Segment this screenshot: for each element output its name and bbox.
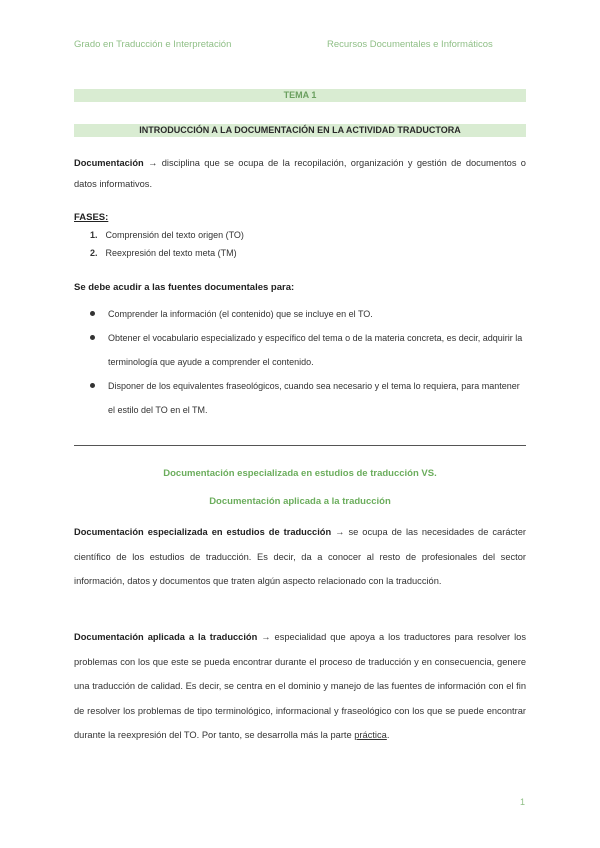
aplicada-paragraph: [74, 625, 526, 748]
definition-text: disciplina que se ocupa de la recopilación, organización y gestión de documentos o datos informativos.: [74, 158, 526, 189]
arrow: →: [257, 632, 275, 642]
definition-term: Documentación →: [74, 158, 158, 168]
definition-paragraph: [74, 153, 526, 195]
fase-text: Reexpresión del texto meta (TM): [105, 248, 237, 258]
especializada-term: Documentación especializada en estudios de traducción: [74, 527, 332, 537]
fase-number: 2.: [90, 248, 98, 258]
especializada-text: se ocupa de las necesidades de carácter científico de los estudios de traducción. Es decir, da a conocer al resto de profesionales del sector información, datos y documentos que traten algún aspecto relacionado con la traducción.: [74, 527, 526, 586]
fuentes-item: Comprender la información (el contenido) que se incluye en el TO.: [108, 309, 373, 319]
header-course-title: Grado en Traducción e Interpretación: [74, 39, 232, 50]
aplicada-end: .: [386, 730, 390, 740]
comparison-heading-2: Documentación aplicada a la traducción: [209, 496, 391, 507]
tema-banner: [74, 89, 526, 102]
fase-item: [90, 248, 237, 258]
header-subject-title: Recursos Documentales e Informáticos: [327, 39, 493, 50]
arrow: →: [331, 527, 349, 537]
tema-label: TEMA 1: [283, 90, 317, 100]
aplicada-text: especialidad que apoya a los traductores para resolver los problemas con los que este se pueda encontrar durante el proceso de traducción y en consecuencia, genere una traducción de calidad. Es decir, se centra en el dominio y manejo de las fuentes de información con el fin de resolver los problemas de tipo terminológico, informacional y fraseológico con los que se puede encontrar durante la reexpresión del TO. Por tanto, se desarrolla más la parte: [74, 632, 526, 740]
fase-text: Comprensión del texto origen (TO): [105, 230, 244, 240]
bullet-icon: [90, 383, 95, 388]
fase-item: [90, 230, 244, 240]
aplicada-term: Documentación aplicada a la traducción: [74, 632, 258, 642]
especializada-paragraph: [74, 520, 526, 594]
page-title: INTRODUCCIÓN A LA DOCUMENTACIÓN EN LA ACTIVIDAD TRADUCTORA: [139, 125, 461, 135]
bullet-icon: [90, 311, 95, 316]
fuentes-item: Obtener el vocabulario especializado y específico del tema o de la materia concreta, es decir, adquirir la terminología que ayude a comprender el contenido.: [108, 333, 523, 367]
underlined-word: práctica: [354, 730, 387, 740]
fases-label: FASES:: [74, 212, 109, 223]
fase-number: 1.: [90, 230, 98, 240]
section-divider: [74, 445, 526, 446]
title-banner: [74, 124, 526, 137]
page-number: 1: [520, 797, 526, 807]
bullet-icon: [90, 335, 95, 340]
fuentes-label: Se debe acudir a las fuentes documentales para:: [74, 282, 295, 293]
comparison-heading-1: Documentación especializada en estudios de traducción VS.: [163, 468, 437, 479]
fuentes-item: Disponer de los equivalentes fraseológicos, cuando sea necesario y el tema lo requiera, para mantener el estilo del TO en el TM.: [108, 381, 520, 415]
